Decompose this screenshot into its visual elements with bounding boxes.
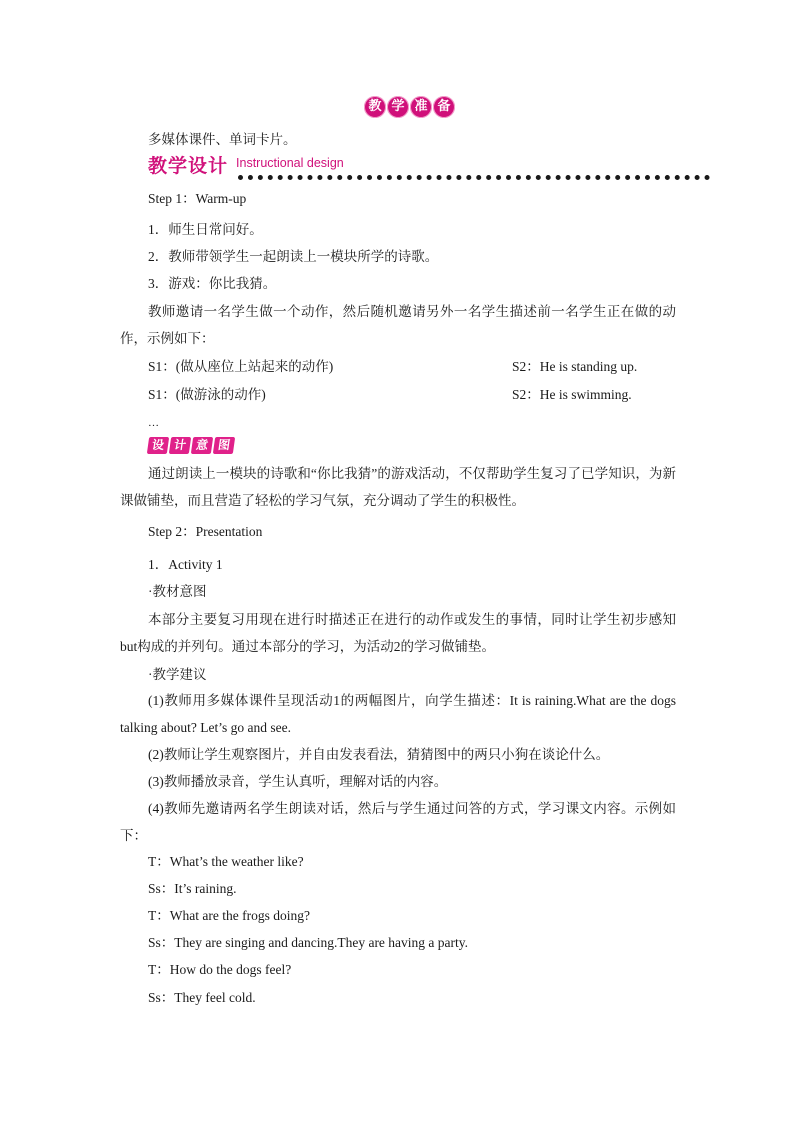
step2-title: Step 2：Presentation [148, 524, 263, 539]
example-2-left: S1：(做游泳的动作) [148, 387, 266, 402]
dialog-line: T：What’s the weather like? [148, 854, 304, 869]
example-1-right: S2：He is standing up. [512, 359, 638, 374]
section-title-cn: 教学设计 [148, 155, 229, 177]
section-title-en: Instructional design [236, 156, 344, 170]
material-intent-paragraph: 本部分主要复习用现在进行时描述正在进行的动作或发生的事情，同时让学生初步感知but构成的并列句。通过本部分的学习，为活动2的学习做铺垫。 [120, 612, 676, 654]
design-intent-paragraph: 通过朗读上一模块的诗歌和“你比我猜”的游戏活动，不仅帮助学生复习了已学知识，为新课做铺垫，而且营造了轻松的学习气氛，充分调动了学生的积极性。 [120, 466, 676, 508]
section-badge-prep [364, 96, 455, 118]
tag-char: 设 [147, 437, 169, 454]
dialog-line: T：What are the frogs doing? [148, 908, 310, 923]
step1-title: Step 1：Warm-up [148, 191, 247, 206]
ellipsis: … [148, 417, 159, 429]
step1-paragraph: 教师邀请一名学生做一个动作，然后随机邀请另外一名学生描述前一名学生正在做的动作，示例如下： [120, 304, 676, 346]
suggestion-3: (3)教师播放录音，学生认真听，理解对话的内容。 [148, 774, 448, 789]
design-intent-tag [148, 437, 234, 454]
heading-dotted-rule [238, 166, 710, 180]
material-intent-label: ·教材意图 [148, 584, 207, 599]
activity-1-heading: 1．Activity 1 [148, 557, 223, 572]
dialog-line: Ss：They are singing and dancing.They are having a party. [148, 935, 469, 950]
badge-char: 教 [364, 96, 386, 118]
dialog-line: Ss：They feel cold. [148, 990, 256, 1005]
example-1-left: S1：(做从座位上站起来的动作) [148, 359, 334, 374]
example-2-right: S2：He is swimming. [512, 387, 632, 402]
tag-char: 意 [191, 437, 213, 454]
tag-char: 计 [169, 437, 191, 454]
dialog-line: Ss：It’s raining. [148, 881, 237, 896]
dialog-line: T：How do the dogs feel? [148, 962, 292, 977]
suggestion-2: (2)教师让学生观察图片，并自由发表看法，猜猜图中的两只小狗在谈论什么。 [148, 747, 610, 762]
tag-char: 图 [213, 437, 235, 454]
badge-char: 准 [410, 96, 432, 118]
suggestion-4: (4)教师先邀请两名学生朗读对话，然后与学生通过问答的方式，学习课文内容。示例如下： [120, 801, 676, 843]
badge-char: 学 [387, 96, 409, 118]
step1-item-2: 2．教师带领学生一起朗读上一模块所学的诗歌。 [148, 249, 439, 264]
badge-char: 备 [433, 96, 455, 118]
materials-text: 多媒体课件、单词卡片。 [148, 132, 297, 147]
step1-item-3: 3．游戏：你比我猜。 [148, 276, 277, 291]
teaching-suggestion-label: ·教学建议 [148, 667, 207, 682]
step1-item-1: 1．师生日常问好。 [148, 222, 263, 237]
suggestion-1: (1)教师用多媒体课件呈现活动1的两幅图片，向学生描述：It is raining.What are the dogs talking about? Let’s go and see. [120, 693, 676, 735]
